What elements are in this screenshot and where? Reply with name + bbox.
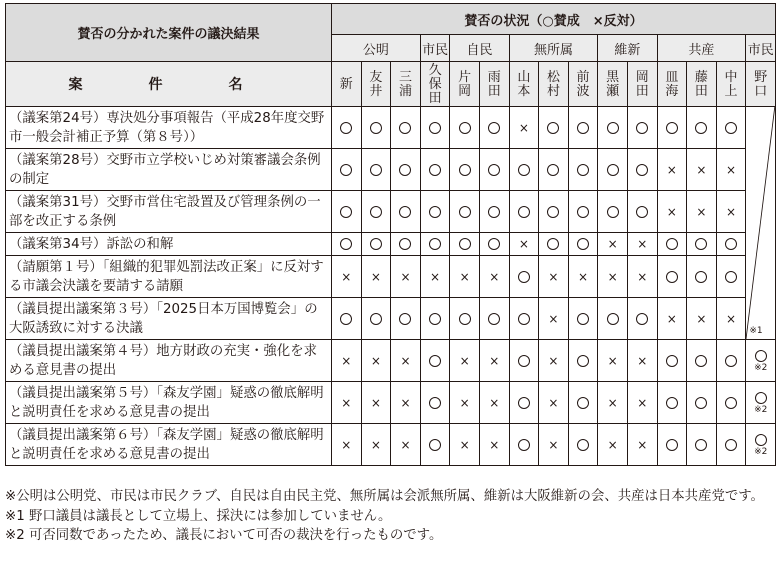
vote-oppose-icon: × bbox=[687, 298, 717, 340]
vote-approve-icon bbox=[687, 382, 717, 424]
vote-approve-icon bbox=[687, 340, 717, 382]
vote-approve-icon bbox=[716, 256, 746, 298]
vote-approve-icon bbox=[361, 191, 391, 233]
vote-oppose-icon: × bbox=[539, 256, 569, 298]
vote-approve-icon bbox=[716, 382, 746, 424]
member-name-char: 田 bbox=[694, 84, 708, 99]
vote-oppose-icon: × bbox=[479, 340, 509, 382]
case-title: （議員提出議案第６号）「森友学園」疑惑の徹底解明と説明責任を求める意見書の提出 bbox=[6, 424, 332, 466]
member-name-char: 片 bbox=[458, 70, 472, 85]
vote-oppose-icon: × bbox=[391, 256, 421, 298]
vote-oppose-icon: × bbox=[361, 256, 391, 298]
vote-approve-icon bbox=[479, 149, 509, 191]
member-header bbox=[361, 62, 391, 107]
vote-approve-icon bbox=[627, 149, 657, 191]
member-header bbox=[450, 62, 480, 107]
member-name-char: 波 bbox=[576, 84, 590, 99]
member-name-char: 村 bbox=[546, 84, 560, 99]
party-header: 公明 bbox=[332, 35, 421, 62]
vote-oppose-icon: × bbox=[539, 298, 569, 340]
vote-approve-icon bbox=[450, 149, 480, 191]
member-header bbox=[568, 62, 598, 107]
case-title: （議員提出議案第４号）地方財政の充実・強化を求める意見書の提出 bbox=[6, 340, 332, 382]
vote-oppose-icon: × bbox=[361, 340, 391, 382]
member-name-char: 雨 bbox=[487, 70, 501, 85]
vote-oppose-icon: × bbox=[539, 382, 569, 424]
chair-casting-vote bbox=[746, 382, 776, 424]
member-name-char: 松 bbox=[546, 70, 560, 85]
vote-oppose-icon: × bbox=[598, 256, 628, 298]
vote-oppose-icon: × bbox=[627, 233, 657, 256]
vote-approve-icon bbox=[420, 298, 450, 340]
table-title: 賛否の分かれた案件の議決結果 bbox=[6, 4, 332, 62]
case-title: （議案第34号）訴訟の和解 bbox=[6, 233, 332, 256]
member-name-char: 三 bbox=[398, 70, 412, 85]
vote-approve-icon bbox=[420, 149, 450, 191]
vote-approve-icon bbox=[539, 233, 569, 256]
table-row bbox=[6, 107, 776, 149]
vote-oppose-icon: × bbox=[627, 424, 657, 466]
vote-approve-icon bbox=[755, 434, 767, 446]
vote-oppose-icon: × bbox=[716, 298, 746, 340]
vote-approve-icon bbox=[627, 107, 657, 149]
vote-oppose-icon: × bbox=[391, 340, 421, 382]
vote-oppose-icon: × bbox=[598, 233, 628, 256]
vote-oppose-icon: × bbox=[332, 382, 362, 424]
vote-approve-icon bbox=[716, 233, 746, 256]
vote-approve-icon bbox=[509, 149, 539, 191]
vote-oppose-icon: × bbox=[450, 424, 480, 466]
vote-approve-icon bbox=[509, 298, 539, 340]
vote-approve-icon bbox=[509, 191, 539, 233]
member-name-char: 海 bbox=[665, 84, 679, 99]
vote-approve-icon bbox=[657, 424, 687, 466]
diag-ref: ※1 bbox=[749, 326, 763, 336]
vote-oppose-icon: × bbox=[509, 233, 539, 256]
member-name-char: 岡 bbox=[635, 70, 649, 85]
note-2: ※2 可否同数であったため、議長において可否の裁決を行ったものです。 bbox=[5, 528, 443, 543]
vote-approve-icon bbox=[479, 191, 509, 233]
vote-oppose-icon: × bbox=[420, 256, 450, 298]
vote-approve-icon bbox=[391, 233, 421, 256]
vote-approve-icon bbox=[479, 233, 509, 256]
vote-approve-icon bbox=[361, 107, 391, 149]
vote-oppose-icon: × bbox=[391, 382, 421, 424]
vote-approve-icon bbox=[657, 340, 687, 382]
note-1: ※1 野口議員は議長として立場上、採決には参加していません。 bbox=[5, 508, 392, 524]
vote-oppose-icon: × bbox=[657, 191, 687, 233]
vote-approve-icon bbox=[598, 191, 628, 233]
vote-oppose-icon: × bbox=[479, 382, 509, 424]
vote-approve-icon bbox=[568, 233, 598, 256]
vote-oppose-icon: × bbox=[361, 382, 391, 424]
vote-oppose-icon: × bbox=[598, 424, 628, 466]
vote-approve-icon bbox=[332, 298, 362, 340]
member-name-char: 藤 bbox=[694, 70, 708, 85]
vote-oppose-icon: × bbox=[332, 424, 362, 466]
vote-oppose-icon: × bbox=[716, 149, 746, 191]
vote-oppose-icon: × bbox=[568, 256, 598, 298]
vote-approve-icon bbox=[391, 298, 421, 340]
case-title: （議案第31号）交野市営住宅設置及び管理条例の一部を改正する条例 bbox=[6, 191, 332, 233]
table-row bbox=[6, 191, 776, 233]
vote-approve-icon bbox=[568, 107, 598, 149]
member-row bbox=[6, 62, 776, 107]
vote-oppose-icon: × bbox=[332, 340, 362, 382]
vote-oppose-icon: × bbox=[598, 382, 628, 424]
member-name-char: 井 bbox=[369, 84, 383, 99]
vote-approve-icon bbox=[716, 107, 746, 149]
vote-oppose-icon: × bbox=[627, 382, 657, 424]
vote-oppose-icon: × bbox=[539, 340, 569, 382]
vote-approve-icon bbox=[657, 233, 687, 256]
vote-oppose-icon: × bbox=[716, 191, 746, 233]
member-header bbox=[746, 62, 776, 107]
member-header bbox=[598, 62, 628, 107]
member-name-char: 山 bbox=[517, 70, 531, 85]
vote-approve-icon bbox=[391, 149, 421, 191]
vote-approve-icon bbox=[420, 382, 450, 424]
vote-approve-icon bbox=[627, 298, 657, 340]
vote-oppose-icon: × bbox=[450, 256, 480, 298]
case-title: （議員提出議案第５号）「森友学園」疑惑の徹底解明と説明責任を求める意見書の提出 bbox=[6, 382, 332, 424]
party-header: 共産 bbox=[657, 35, 746, 62]
table-row bbox=[6, 298, 776, 340]
vote-oppose-icon: × bbox=[509, 107, 539, 149]
vote-approve-icon bbox=[450, 107, 480, 149]
vote-approve-icon bbox=[509, 256, 539, 298]
member-header bbox=[391, 62, 421, 107]
vote-approve-icon bbox=[539, 107, 569, 149]
member-name-char: 中 bbox=[724, 70, 738, 85]
chair-not-voting-cell bbox=[746, 107, 776, 340]
vote-oppose-icon: × bbox=[687, 149, 717, 191]
vote-approve-icon bbox=[479, 107, 509, 149]
table-row bbox=[6, 233, 776, 256]
vote-oppose-icon: × bbox=[539, 424, 569, 466]
vote-oppose-icon: × bbox=[479, 256, 509, 298]
vote-oppose-icon: × bbox=[361, 424, 391, 466]
member-name-char: 黒 bbox=[606, 70, 620, 85]
vote-approve-icon bbox=[627, 191, 657, 233]
vote-approve-icon bbox=[420, 424, 450, 466]
vote-approve-icon bbox=[687, 233, 717, 256]
member-header bbox=[332, 62, 362, 107]
vote-approve-icon bbox=[479, 298, 509, 340]
table-row bbox=[6, 256, 776, 298]
member-name-char: 田 bbox=[635, 84, 649, 99]
vote-approve-icon bbox=[361, 149, 391, 191]
table-row bbox=[6, 424, 776, 466]
chair-casting-vote bbox=[746, 340, 776, 382]
member-name-char: 本 bbox=[517, 84, 531, 99]
vote-approve-icon bbox=[450, 298, 480, 340]
vote-approve-icon bbox=[391, 191, 421, 233]
vote-approve-icon bbox=[332, 191, 362, 233]
vote-oppose-icon: × bbox=[391, 424, 421, 466]
footnotes bbox=[5, 487, 777, 546]
casting-ref: ※2 bbox=[754, 447, 768, 457]
party-header: 自民 bbox=[450, 35, 509, 62]
member-header bbox=[479, 62, 509, 107]
member-name-char: 瀬 bbox=[606, 84, 620, 99]
vote-oppose-icon: × bbox=[332, 256, 362, 298]
vote-approve-icon bbox=[687, 424, 717, 466]
case-title: （請願第１号）「組織的犯罪処罰法改正案」に反対する市議会決議を要請する請願 bbox=[6, 256, 332, 298]
party-header: 市民 bbox=[746, 35, 776, 62]
vote-approve-icon bbox=[509, 382, 539, 424]
member-name-char: 田 bbox=[428, 91, 442, 106]
member-name-char: 新 bbox=[339, 77, 353, 92]
vote-approve-icon bbox=[598, 298, 628, 340]
vote-approve-icon bbox=[420, 191, 450, 233]
vote-oppose-icon: × bbox=[627, 340, 657, 382]
member-header bbox=[420, 62, 450, 107]
member-header bbox=[657, 62, 687, 107]
vote-approve-icon bbox=[657, 107, 687, 149]
member-name-char: 保 bbox=[428, 77, 442, 92]
vote-approve-icon bbox=[657, 256, 687, 298]
member-name-char: 久 bbox=[428, 63, 442, 78]
vote-approve-icon bbox=[391, 107, 421, 149]
table-row bbox=[6, 340, 776, 382]
vote-oppose-icon: × bbox=[657, 298, 687, 340]
vote-approve-icon bbox=[332, 107, 362, 149]
vote-oppose-icon: × bbox=[687, 191, 717, 233]
vote-approve-icon bbox=[687, 107, 717, 149]
casting-ref: ※2 bbox=[754, 363, 768, 373]
member-header bbox=[509, 62, 539, 107]
vote-approve-icon bbox=[539, 191, 569, 233]
vote-approve-icon bbox=[568, 382, 598, 424]
party-header: 市民 bbox=[420, 35, 450, 62]
case-title: （議案第24号）専決処分事項報告（平成28年度交野市一般会計補正予算（第８号）） bbox=[6, 107, 332, 149]
vote-approve-icon bbox=[716, 340, 746, 382]
vote-oppose-icon: × bbox=[657, 149, 687, 191]
vote-approve-icon bbox=[539, 149, 569, 191]
case-title: （議案第28号）交野市立学校いじめ対策審議会条例の制定 bbox=[6, 149, 332, 191]
vote-oppose-icon: × bbox=[598, 340, 628, 382]
vote-approve-icon bbox=[568, 298, 598, 340]
party-header: 維新 bbox=[598, 35, 657, 62]
member-header bbox=[687, 62, 717, 107]
party-header: 無所属 bbox=[509, 35, 598, 62]
member-name-char: 上 bbox=[724, 84, 738, 99]
vote-approve-icon bbox=[509, 340, 539, 382]
vote-approve-icon bbox=[598, 149, 628, 191]
vote-approve-icon bbox=[755, 392, 767, 404]
vote-approve-icon bbox=[598, 107, 628, 149]
vote-approve-icon bbox=[568, 149, 598, 191]
vote-approve-icon bbox=[361, 298, 391, 340]
case-title: （議員提出議案第３号）「2025日本万国博覧会」の大阪誘致に対する決議 bbox=[6, 298, 332, 340]
case-column-header: 案 件 名 bbox=[6, 62, 332, 107]
status-title: 賛否の状況（○賛成 ×反対） bbox=[332, 4, 776, 35]
vote-oppose-icon: × bbox=[627, 256, 657, 298]
member-name-char: 皿 bbox=[665, 70, 679, 85]
table-row bbox=[6, 382, 776, 424]
vote-results-table bbox=[5, 3, 776, 466]
vote-approve-icon bbox=[509, 424, 539, 466]
vote-oppose-icon: × bbox=[450, 382, 480, 424]
vote-approve-icon bbox=[420, 107, 450, 149]
vote-approve-icon bbox=[657, 382, 687, 424]
case-body bbox=[6, 107, 776, 466]
casting-ref: ※2 bbox=[754, 405, 768, 415]
vote-approve-icon bbox=[420, 233, 450, 256]
vote-approve-icon bbox=[420, 340, 450, 382]
table-row bbox=[6, 149, 776, 191]
vote-approve-icon bbox=[332, 149, 362, 191]
vote-approve-icon bbox=[568, 424, 598, 466]
vote-oppose-icon: × bbox=[479, 424, 509, 466]
member-name-char: 口 bbox=[754, 84, 768, 99]
vote-approve-icon bbox=[568, 340, 598, 382]
vote-approve-icon bbox=[755, 350, 767, 362]
member-header bbox=[627, 62, 657, 107]
member-name-char: 友 bbox=[369, 70, 383, 85]
vote-approve-icon bbox=[687, 256, 717, 298]
vote-approve-icon bbox=[450, 191, 480, 233]
note-parties: ※公明は公明党、市民は市民クラブ、自民は自由民主党、無所属は会派無所属、維新は大阪維新の会、共産は日本共産党です。 bbox=[5, 489, 764, 504]
member-header bbox=[539, 62, 569, 107]
vote-oppose-icon: × bbox=[450, 340, 480, 382]
vote-approve-icon bbox=[568, 191, 598, 233]
member-name-char: 田 bbox=[487, 84, 501, 99]
vote-approve-icon bbox=[332, 233, 362, 256]
member-name-char: 前 bbox=[576, 70, 590, 85]
diagonal-line bbox=[746, 107, 775, 339]
member-name-char: 岡 bbox=[458, 84, 472, 99]
chair-casting-vote bbox=[746, 424, 776, 466]
member-name-char: 野 bbox=[754, 70, 768, 85]
vote-approve-icon bbox=[450, 233, 480, 256]
member-name-char: 浦 bbox=[398, 84, 412, 99]
vote-approve-icon bbox=[361, 233, 391, 256]
vote-approve-icon bbox=[716, 424, 746, 466]
member-header bbox=[716, 62, 746, 107]
